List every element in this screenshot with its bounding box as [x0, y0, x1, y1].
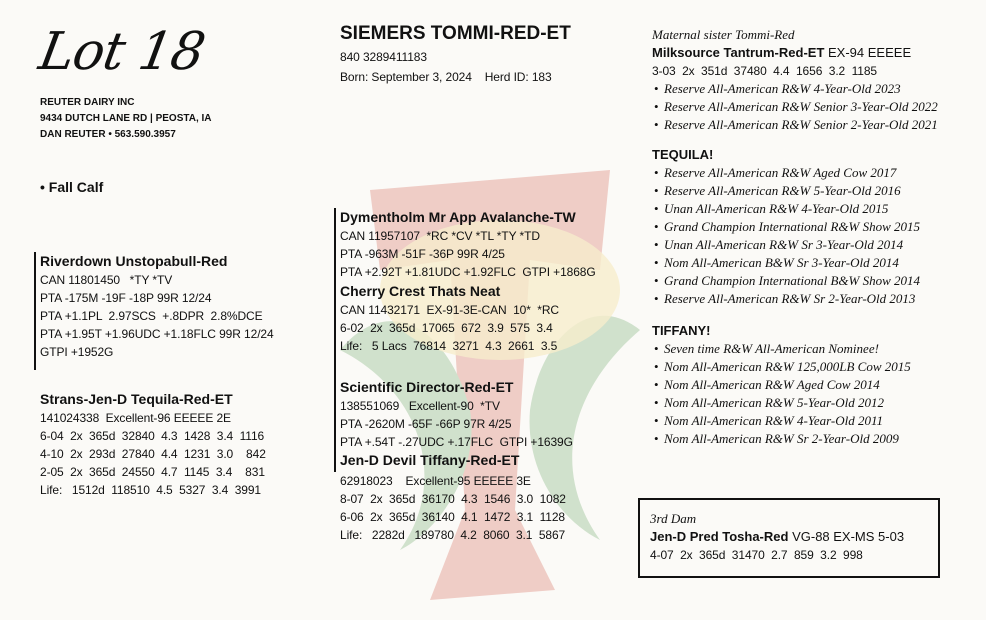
dam-dam-line: Life: 2282d 189780 4.2 8060 3.1 5867	[340, 528, 566, 542]
animal-born-herd: Born: September 3, 2024 Herd ID: 183	[340, 70, 552, 84]
third-dam-record: 4-07 2x 365d 31470 2.7 859 3.2 998	[650, 548, 863, 562]
sire-line: PTA +1.1PL 2.97SCS +.8DPR 2.8%DCE	[40, 309, 263, 323]
consignor-contact: DAN REUTER • 563.590.3957	[40, 129, 176, 140]
dam-block	[34, 390, 274, 499]
sire-name: Riverdown Unstopabull-Red	[40, 253, 228, 269]
sire-sire-line: PTA -963M -51F -36P 99R 4/25	[340, 247, 505, 261]
dam-line: Life: 1512d 118510 4.5 5327 3.4 3991	[40, 483, 261, 497]
award-item: • Unan All-American R&W 4-Year-Old 2015	[664, 200, 938, 218]
award-item: • Grand Champion International R&W Show 2015	[664, 218, 938, 236]
award-item: • Nom All-American B&W Sr 3-Year-Old 2014	[664, 254, 938, 272]
third-dam-name: Jen-D Pred Tosha-Red	[650, 529, 789, 544]
tiffany-heading: TIFFANY!	[652, 323, 711, 338]
sire-block	[34, 252, 274, 370]
category-label: • Fall Calf	[40, 179, 104, 195]
maternal-sister-block	[652, 26, 938, 134]
award-item: • Nom All-American R&W 4-Year-Old 2011	[664, 412, 938, 430]
award-item: • Nom All-American R&W 5-Year-Old 2012	[664, 394, 938, 412]
dam-side-block	[334, 378, 596, 472]
right-awards-column	[652, 26, 938, 448]
dam-sire-line: PTA +.54T -.27UDC +.17FLC GTPI +1639G	[340, 435, 573, 449]
dam-line: 2-05 2x 365d 24550 4.7 1145 3.4 831	[40, 465, 265, 479]
third-dam-label: 3rd Dam	[650, 511, 697, 526]
dam-line: 4-10 2x 293d 27840 4.4 1231 3.0 842	[40, 447, 266, 461]
third-dam-box	[638, 498, 940, 578]
dam-name: Strans-Jen-D Tequila-Red-ET	[40, 391, 233, 407]
sire-line: PTA +1.95T +1.96UDC +1.18FLC 99R 12/24	[40, 327, 274, 341]
sire-dam-line: 6-02 2x 365d 17065 672 3.9 575 3.4	[340, 321, 553, 335]
consignor-address: 9434 DUTCH LANE RD | PEOSTA, IA	[40, 113, 212, 124]
sire-dam-name: Cherry Crest Thats Neat	[340, 283, 501, 299]
dam-dam-line: 6-06 2x 365d 36140 4.1 1472 3.1 1128	[340, 510, 565, 524]
award-item: • Reserve All-American R&W Senior 2-Year-Old 2021	[664, 116, 938, 134]
sire-line: CAN 11801450 *TY *TV	[40, 273, 173, 287]
award-item: • Grand Champion International B&W Show 2014	[664, 272, 938, 290]
dam-dam-name: Jen-D Devil Tiffany-Red-ET	[340, 452, 520, 468]
tiffany-block	[652, 322, 938, 448]
sire-dam-line: Life: 5 Lacs 76814 3271 4.3 2661 3.5	[340, 339, 558, 353]
tequila-block	[652, 146, 938, 308]
dam-dam-line: 8-07 2x 365d 36170 4.3 1546 3.0 1082	[340, 492, 566, 506]
dam-sire-name: Scientific Director-Red-ET	[340, 379, 514, 395]
award-item: • Nom All-American R&W Sr 2-Year-Old 2009	[664, 430, 938, 448]
animal-registration: 840 3289411183	[340, 50, 427, 64]
award-item: • Reserve All-American R&W Aged Cow 2017	[664, 164, 938, 182]
award-item: • Seven time R&W All-American Nominee!	[664, 340, 938, 358]
award-item: • Nom All-American R&W Aged Cow 2014	[664, 376, 938, 394]
dam-line: 141024338 Excellent-96 EEEEE 2E	[40, 411, 231, 425]
left-pedigree-column	[34, 252, 274, 499]
dam-sire-line: 138551069 Excellent-90 *TV	[340, 399, 500, 413]
sire-sire-line: CAN 11957107 *RC *CV *TL *TY *TD	[340, 229, 540, 243]
award-item: • Nom All-American R&W 125,000LB Cow 2015	[664, 358, 938, 376]
tiffany-awards	[652, 340, 938, 448]
tequila-heading: TEQUILA!	[652, 147, 714, 162]
sire-line: GTPI +1952G	[40, 345, 114, 359]
award-item: • Reserve All-American R&W Senior 3-Year-Old 2022	[664, 98, 938, 116]
maternal-sister-title	[652, 44, 938, 62]
animal-header	[340, 22, 571, 86]
maternal-sister-score: EX-94 EEEEE	[828, 45, 912, 60]
sire-sire-name: Dymentholm Mr App Avalanche-TW	[340, 209, 576, 225]
third-dam-title	[650, 528, 938, 546]
award-item: • Reserve All-American R&W 5-Year-Old 2016	[664, 182, 938, 200]
dam-dam-details	[334, 472, 596, 544]
third-dam-score: VG-88 EX-MS 5-03	[792, 529, 905, 544]
maternal-sister-label: Maternal sister Tommi-Red	[652, 27, 795, 42]
sire-line: PTA -175M -19F -18P 99R 12/24	[40, 291, 212, 305]
sire-side-block	[334, 208, 596, 378]
middle-pedigree-column	[334, 208, 596, 544]
maternal-sister-awards	[652, 80, 938, 134]
animal-name: SIEMERS TOMMI-RED-ET	[340, 23, 571, 44]
sire-sire-line: PTA +2.92T +1.81UDC +1.92FLC GTPI +1868G	[340, 265, 596, 279]
consignor-name: REUTER DAIRY INC	[40, 97, 135, 108]
maternal-sister-name: Milksource Tantrum-Red-ET	[652, 45, 825, 60]
award-item: • Unan All-American R&W Sr 3-Year-Old 2014	[664, 236, 938, 254]
dam-dam-line: 62918023 Excellent-95 EEEEE 3E	[340, 474, 531, 488]
award-item: • Reserve All-American R&W Sr 2-Year-Old 2013	[664, 290, 938, 308]
lot-title: Lot 18	[34, 22, 209, 82]
maternal-sister-record: 3-03 2x 351d 37480 4.4 1656 3.2 1185	[652, 64, 877, 78]
dam-sire-line: PTA -2620M -65F -66P 97R 4/25	[340, 417, 512, 431]
award-item: • Reserve All-American R&W 4-Year-Old 2023	[664, 80, 938, 98]
sire-dam-line: CAN 11432171 EX-91-3E-CAN 10* *RC	[340, 303, 559, 317]
tequila-awards	[652, 164, 938, 308]
consignor-block	[40, 95, 212, 143]
dam-line: 6-04 2x 365d 32840 4.3 1428 3.4 1116	[40, 429, 265, 443]
